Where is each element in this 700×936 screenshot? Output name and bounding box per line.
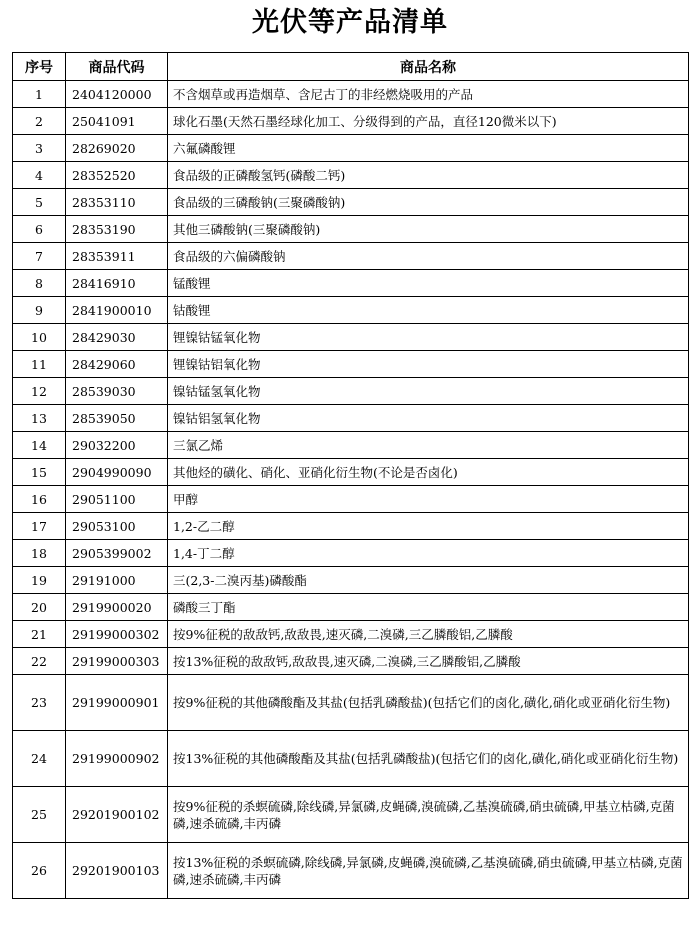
table-row xyxy=(13,648,689,675)
row-number: 13 xyxy=(13,405,66,432)
table-body xyxy=(13,81,689,899)
row-number: 16 xyxy=(13,486,66,513)
row-number: 8 xyxy=(13,270,66,297)
table-row xyxy=(13,567,689,594)
product-code: 28353190 xyxy=(66,216,168,243)
table-row xyxy=(13,216,689,243)
product-code: 28269020 xyxy=(66,135,168,162)
table-row xyxy=(13,324,689,351)
table-row xyxy=(13,432,689,459)
row-number: 20 xyxy=(13,594,66,621)
product-name: 不含烟草或再造烟草、含尼古丁的非经燃烧吸用的产品 xyxy=(168,81,689,108)
product-code: 29053100 xyxy=(66,513,168,540)
table-row xyxy=(13,405,689,432)
row-number: 19 xyxy=(13,567,66,594)
product-name: 食品级的三磷酸钠(三聚磷酸钠) xyxy=(168,189,689,216)
table-row xyxy=(13,162,689,189)
row-number: 4 xyxy=(13,162,66,189)
product-code: 2404120000 xyxy=(66,81,168,108)
product-code: 28353110 xyxy=(66,189,168,216)
row-number: 21 xyxy=(13,621,66,648)
table-row xyxy=(13,843,689,899)
product-code: 29201900103 xyxy=(66,843,168,899)
product-code: 29199000303 xyxy=(66,648,168,675)
product-name: 食品级的六偏磷酸钠 xyxy=(168,243,689,270)
row-number: 6 xyxy=(13,216,66,243)
row-number: 23 xyxy=(13,675,66,731)
product-name: 六氟磷酸锂 xyxy=(168,135,689,162)
table-row xyxy=(13,731,689,787)
product-name: 镍钴铝氢氧化物 xyxy=(168,405,689,432)
row-number: 17 xyxy=(13,513,66,540)
table-row xyxy=(13,459,689,486)
product-name: 按13%征税的敌敌钙,敌敌畏,速灭磷,二溴磷,三乙膦酸铝,乙膦酸 xyxy=(168,648,689,675)
table-row xyxy=(13,189,689,216)
product-code: 29032200 xyxy=(66,432,168,459)
row-number: 10 xyxy=(13,324,66,351)
product-code: 25041091 xyxy=(66,108,168,135)
row-number: 26 xyxy=(13,843,66,899)
table-row xyxy=(13,108,689,135)
product-name: 三氯乙烯 xyxy=(168,432,689,459)
table-row xyxy=(13,351,689,378)
product-code: 28539050 xyxy=(66,405,168,432)
product-name: 按9%征税的敌敌钙,敌敌畏,速灭磷,二溴磷,三乙膦酸铝,乙膦酸 xyxy=(168,621,689,648)
row-number: 7 xyxy=(13,243,66,270)
product-name: 其他烃的磺化、硝化、亚硝化衍生物(不论是否卤化) xyxy=(168,459,689,486)
product-code: 2905399002 xyxy=(66,540,168,567)
product-name: 锂镍钴锰氧化物 xyxy=(168,324,689,351)
product-code: 28429030 xyxy=(66,324,168,351)
product-name: 锂镍钴铝氧化物 xyxy=(168,351,689,378)
table-row xyxy=(13,787,689,843)
product-code: 2841900010 xyxy=(66,297,168,324)
row-number: 22 xyxy=(13,648,66,675)
row-number: 24 xyxy=(13,731,66,787)
table-row xyxy=(13,675,689,731)
product-name: 1,4-丁二醇 xyxy=(168,540,689,567)
product-name: 按9%征税的杀螟硫磷,除线磷,异氯磷,皮蝇磷,溴硫磷,乙基溴硫磷,硝虫硫磷,甲基立枯磷,克菌磷,速杀硫磷,丰丙磷 xyxy=(168,787,689,843)
table-header-row xyxy=(13,53,689,81)
row-number: 5 xyxy=(13,189,66,216)
product-name: 1,2-乙二醇 xyxy=(168,513,689,540)
product-name: 锰酸锂 xyxy=(168,270,689,297)
product-code: 29199000902 xyxy=(66,731,168,787)
row-number: 12 xyxy=(13,378,66,405)
table-row xyxy=(13,243,689,270)
product-code: 29201900102 xyxy=(66,787,168,843)
row-number: 15 xyxy=(13,459,66,486)
product-name: 按9%征税的其他磷酸酯及其盐(包括乳磷酸盐)(包括它们的卤化,磺化,硝化或亚硝化衍生物) xyxy=(168,675,689,731)
table-row xyxy=(13,378,689,405)
table-row xyxy=(13,297,689,324)
row-number: 18 xyxy=(13,540,66,567)
product-code: 29199000302 xyxy=(66,621,168,648)
row-number: 1 xyxy=(13,81,66,108)
product-code: 2919900020 xyxy=(66,594,168,621)
product-code: 2904990090 xyxy=(66,459,168,486)
product-name: 镍钴锰氢氧化物 xyxy=(168,378,689,405)
header-no: 序号 xyxy=(13,53,66,81)
row-number: 25 xyxy=(13,787,66,843)
product-code: 28353911 xyxy=(66,243,168,270)
row-number: 3 xyxy=(13,135,66,162)
table-row xyxy=(13,594,689,621)
product-name: 球化石墨(天然石墨经球化加工、分级得到的产品，直径120微米以下) xyxy=(168,108,689,135)
table-row xyxy=(13,540,689,567)
product-code: 28352520 xyxy=(66,162,168,189)
product-code: 29191000 xyxy=(66,567,168,594)
table-row xyxy=(13,135,689,162)
row-number: 9 xyxy=(13,297,66,324)
page-title: 光伏等产品清单 xyxy=(252,7,448,38)
product-name: 磷酸三丁酯 xyxy=(168,594,689,621)
product-name: 钴酸锂 xyxy=(168,297,689,324)
product-code: 28416910 xyxy=(66,270,168,297)
product-name: 食品级的正磷酸氢钙(磷酸二钙) xyxy=(168,162,689,189)
table-row xyxy=(13,81,689,108)
table-row xyxy=(13,486,689,513)
product-name: 按13%征税的杀螟硫磷,除线磷,异氯磷,皮蝇磷,溴硫磷,乙基溴硫磷,硝虫硫磷,甲基立枯磷,克菌磷,速杀硫磷,丰丙磷 xyxy=(168,843,689,899)
product-name: 按13%征税的其他磷酸酯及其盐(包括乳磷酸盐)(包括它们的卤化,磺化,硝化或亚硝化衍生物) xyxy=(168,731,689,787)
product-name: 三(2,3-二溴丙基)磷酸酯 xyxy=(168,567,689,594)
product-code: 28539030 xyxy=(66,378,168,405)
product-table xyxy=(12,52,689,899)
table-row xyxy=(13,621,689,648)
product-name: 甲醇 xyxy=(168,486,689,513)
product-code: 29051100 xyxy=(66,486,168,513)
product-code: 28429060 xyxy=(66,351,168,378)
header-name: 商品名称 xyxy=(168,53,689,81)
row-number: 14 xyxy=(13,432,66,459)
header-code: 商品代码 xyxy=(66,53,168,81)
row-number: 2 xyxy=(13,108,66,135)
row-number: 11 xyxy=(13,351,66,378)
product-code: 29199000901 xyxy=(66,675,168,731)
table-row xyxy=(13,513,689,540)
product-name: 其他三磷酸钠(三聚磷酸钠) xyxy=(168,216,689,243)
table-row xyxy=(13,270,689,297)
